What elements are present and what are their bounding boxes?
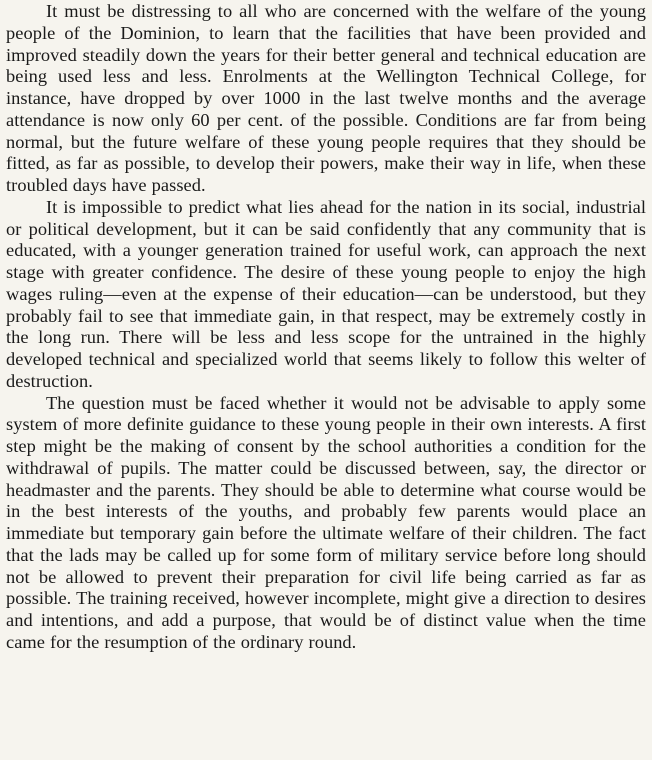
article-paragraph-2: It is impossible to predict what lies ahead for the nation in its social, industrial or political development, but it can be said confidently that any community that is educated, with a younger generation trained for useful work, can approach the next stage with greater confidence. The desire of these young people to enjoy the high wages ruling—even at the expense of their education—can be understood, but they probably fail to see that immediate gain, in that respect, may be extremely costly in the long run. There will be less and less scope for the untrained in the highly developed technical and specialized world that seems likely to follow this welter of destruction. bbox=[6, 196, 646, 391]
article-paragraph-1: It must be distressing to all who are concerned with the welfare of the young people of the Dominion, to learn that the facilities that have been provided and improved steadily down the years for their better general and technical education are being used less and less. Enrolments at the Wellington Technical College, for instance, have dropped by over 1000 in the last twelve months and the average attendance is now only 60 per cent. of the possible. Conditions are far from being normal, but the future welfare of these young people requires that they should be fitted, as far as possible, to develop their powers, make their way in life, when these troubled days have passed. bbox=[6, 1, 646, 195]
article-paragraph-3: The question must be faced whether it would not be advisable to apply some system of more definite guidance to these young people in their own interests. A first step might be the making of consent by the school authorities a condition for the withdrawal of pupils. The matter could be discussed between, say, the director or headmaster and the parents. They should be able to determine what course would be in the best interests of the youths, and probably few parents would place an immediate but temporary gain before the ultimate welfare of their children. The fact that the lads may be called up for some form of military service before long should not be allowed to prevent their preparation for civil life being carried as far as possible. The training received, however incomplete, might give a direction to desires and intentions, and add a purpose, that would be of distinct value when the time came for the resumption of the ordinary round. bbox=[6, 392, 646, 652]
article-column bbox=[6, 1, 646, 654]
